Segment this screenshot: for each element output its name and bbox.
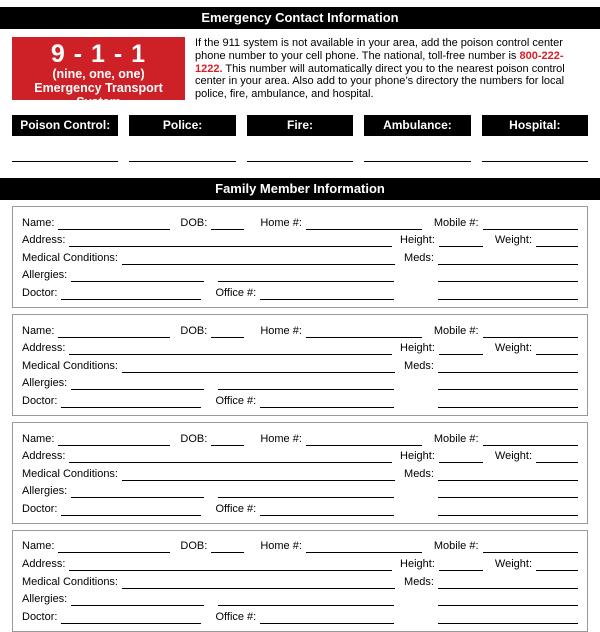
meds-label: Meds: [404, 251, 434, 264]
medical-conditions-field-line[interactable] [122, 469, 395, 481]
home-phone-field-line[interactable] [306, 541, 422, 553]
member-row-medical [22, 571, 578, 589]
name-field-line[interactable] [58, 541, 170, 553]
member-row-address [22, 338, 578, 356]
name-field-line[interactable] [58, 434, 170, 446]
doctor-field-line[interactable] [61, 612, 201, 624]
member-row-address [22, 446, 578, 464]
allergies-field-line[interactable] [71, 486, 204, 498]
doctor-label: Doctor: [22, 286, 58, 299]
height-label: Height: [400, 234, 435, 247]
home-phone-field-line[interactable] [306, 434, 422, 446]
member-row-medical [22, 247, 578, 265]
mobile-phone-label: Mobile #: [433, 540, 479, 553]
doctor-field-line[interactable] [61, 396, 201, 408]
address-label: Address: [22, 234, 66, 247]
home-phone-label: Home #: [260, 540, 302, 553]
weight-field-line[interactable] [536, 343, 578, 355]
height-field-line[interactable] [439, 559, 483, 571]
doctor-field-line[interactable] [61, 288, 201, 300]
dob-field-line[interactable] [211, 326, 244, 338]
address-field-line[interactable] [69, 343, 392, 355]
poison-control-phone-number: 800-222-1222. [195, 49, 564, 75]
weight-field-line[interactable] [536, 559, 578, 571]
family-member-box [12, 314, 588, 416]
contact-label-poison-control: Poison Control: [12, 115, 118, 136]
mobile-phone-field-line[interactable] [483, 326, 578, 338]
member-row-doctor [22, 282, 578, 300]
member-row-allergies [22, 373, 578, 391]
meds-field-line-2[interactable] [438, 378, 578, 390]
allergies-field-line[interactable] [71, 270, 204, 282]
dob-label: DOB: [180, 432, 208, 445]
contact-write-line-police[interactable] [129, 160, 235, 162]
office-phone-label: Office #: [215, 610, 257, 623]
meds-field-line[interactable] [438, 361, 578, 373]
meds-field-line-3[interactable] [438, 504, 578, 516]
office-phone-field-line[interactable] [260, 612, 394, 624]
dob-label: DOB: [180, 540, 208, 553]
allergies-field-line-2[interactable] [218, 486, 394, 498]
meds-field-line-3[interactable] [438, 396, 578, 408]
911-caption: Emergency Transport System [34, 81, 163, 109]
instructions-text-before: If the 911 system is not available in your area, add the poison control center phone number to your cell phone. The national, toll-free number is [195, 37, 563, 62]
family-member-box [12, 530, 588, 632]
family-member-boxes [0, 206, 600, 632]
height-field-line[interactable] [439, 235, 483, 247]
office-phone-field-line[interactable] [260, 504, 394, 516]
medical-conditions-field-line[interactable] [122, 577, 395, 589]
name-field-line[interactable] [58, 218, 170, 230]
allergies-label: Allergies: [22, 269, 68, 282]
family-member-header-title: Family Member Information [215, 180, 385, 196]
weight-label: Weight: [494, 558, 532, 571]
family-member-header-bar [0, 178, 600, 200]
office-phone-field-line[interactable] [260, 396, 394, 408]
meds-field-line-2[interactable] [438, 594, 578, 606]
doctor-label: Doctor: [22, 610, 58, 623]
address-label: Address: [22, 558, 66, 571]
meds-field-line[interactable] [438, 253, 578, 265]
member-row-name [22, 212, 578, 230]
member-row-doctor [22, 606, 578, 624]
contact-write-line-poison-control[interactable] [12, 160, 118, 162]
address-label: Address: [22, 342, 66, 355]
mobile-phone-field-line[interactable] [483, 541, 578, 553]
member-row-name [22, 320, 578, 338]
emergency-contact-header-bar [0, 7, 600, 29]
emergency-contact-labels-row [12, 115, 588, 136]
meds-label: Meds: [404, 359, 434, 372]
allergies-label: Allergies: [22, 485, 68, 498]
weight-label: Weight: [494, 342, 532, 355]
emergency-contact-header-title: Emergency Contact Information [201, 10, 399, 25]
mobile-phone-field-line[interactable] [483, 218, 578, 230]
member-row-name [22, 536, 578, 554]
emergency-contact-write-lines-row [12, 160, 588, 162]
meds-label: Meds: [404, 575, 434, 588]
office-phone-label: Office #: [215, 502, 257, 515]
allergies-label: Allergies: [22, 377, 68, 390]
contact-write-line-fire[interactable] [247, 160, 353, 162]
meds-field-line-2[interactable] [438, 486, 578, 498]
contact-label-fire: Fire: [247, 115, 353, 136]
address-field-line[interactable] [69, 451, 392, 463]
weight-label: Weight: [494, 234, 532, 247]
height-label: Height: [400, 342, 435, 355]
red-911-box [12, 37, 185, 109]
meds-field-line-2[interactable] [438, 270, 578, 282]
name-label: Name: [22, 324, 55, 337]
allergies-field-line-2[interactable] [218, 378, 394, 390]
emergency-911-section [12, 37, 588, 109]
dob-field-line[interactable] [211, 434, 244, 446]
dob-label: DOB: [180, 216, 208, 229]
member-row-address [22, 553, 578, 571]
family-member-box [12, 206, 588, 308]
mobile-phone-label: Mobile #: [433, 216, 479, 229]
doctor-field-line[interactable] [61, 504, 201, 516]
instructions-text-after: This number will automatically direct you to the nearest poison control center in your area. Also add to your phone’s directory the numbers for local police, fire, ambulance, and hospital. [195, 62, 565, 101]
contact-write-line-ambulance[interactable] [364, 160, 470, 162]
office-phone-label: Office #: [215, 286, 257, 299]
allergies-field-line-2[interactable] [218, 270, 394, 282]
dob-label: DOB: [180, 324, 208, 337]
member-row-allergies [22, 589, 578, 607]
dob-field-line[interactable] [211, 541, 244, 553]
address-field-line[interactable] [69, 235, 392, 247]
mobile-phone-label: Mobile #: [433, 432, 479, 445]
weight-label: Weight: [494, 450, 532, 463]
contact-label-ambulance: Ambulance: [364, 115, 470, 136]
doctor-label: Doctor: [22, 394, 58, 407]
member-row-name [22, 428, 578, 446]
home-phone-label: Home #: [260, 324, 302, 337]
medical-conditions-label: Medical Conditions: [22, 251, 118, 264]
address-field-line[interactable] [69, 559, 392, 571]
member-row-medical [22, 355, 578, 373]
office-phone-label: Office #: [215, 394, 257, 407]
member-row-doctor [22, 390, 578, 408]
allergies-label: Allergies: [22, 593, 68, 606]
member-row-address [22, 230, 578, 248]
meds-field-line[interactable] [438, 469, 578, 481]
name-label: Name: [22, 432, 55, 445]
allergies-field-line-2[interactable] [218, 594, 394, 606]
meds-field-line-3[interactable] [438, 288, 578, 300]
family-member-box [12, 422, 588, 524]
allergies-field-line[interactable] [71, 594, 204, 606]
doctor-label: Doctor: [22, 502, 58, 515]
medical-conditions-field-line[interactable] [122, 253, 395, 265]
member-row-medical [22, 463, 578, 481]
member-row-allergies [22, 481, 578, 499]
contact-label-hospital: Hospital: [482, 115, 588, 136]
home-phone-field-line[interactable] [306, 218, 422, 230]
height-field-line[interactable] [439, 343, 483, 355]
weight-field-line[interactable] [536, 451, 578, 463]
meds-label: Meds: [404, 467, 434, 480]
instructions-paragraph [185, 37, 588, 101]
home-phone-label: Home #: [260, 432, 302, 445]
medical-conditions-field-line[interactable] [122, 361, 395, 373]
height-label: Height: [400, 558, 435, 571]
contact-write-line-hospital[interactable] [482, 160, 588, 162]
911-number: 9 - 1 - 1 [50, 40, 147, 68]
allergies-field-line[interactable] [71, 378, 204, 390]
home-phone-label: Home #: [260, 216, 302, 229]
dob-field-line[interactable] [211, 218, 244, 230]
office-phone-field-line[interactable] [260, 288, 394, 300]
height-label: Height: [400, 450, 435, 463]
911-number-words: (nine, one, one) [52, 67, 145, 81]
meds-field-line[interactable] [438, 577, 578, 589]
weight-field-line[interactable] [536, 235, 578, 247]
home-phone-field-line[interactable] [306, 326, 422, 338]
name-label: Name: [22, 540, 55, 553]
member-row-doctor [22, 498, 578, 516]
meds-field-line-3[interactable] [438, 612, 578, 624]
address-label: Address: [22, 450, 66, 463]
contact-label-police: Police: [129, 115, 235, 136]
name-field-line[interactable] [58, 326, 170, 338]
mobile-phone-field-line[interactable] [483, 434, 578, 446]
member-row-allergies [22, 265, 578, 283]
medical-conditions-label: Medical Conditions: [22, 359, 118, 372]
name-label: Name: [22, 216, 55, 229]
mobile-phone-label: Mobile #: [433, 324, 479, 337]
medical-conditions-label: Medical Conditions: [22, 575, 118, 588]
medical-conditions-label: Medical Conditions: [22, 467, 118, 480]
height-field-line[interactable] [439, 451, 483, 463]
